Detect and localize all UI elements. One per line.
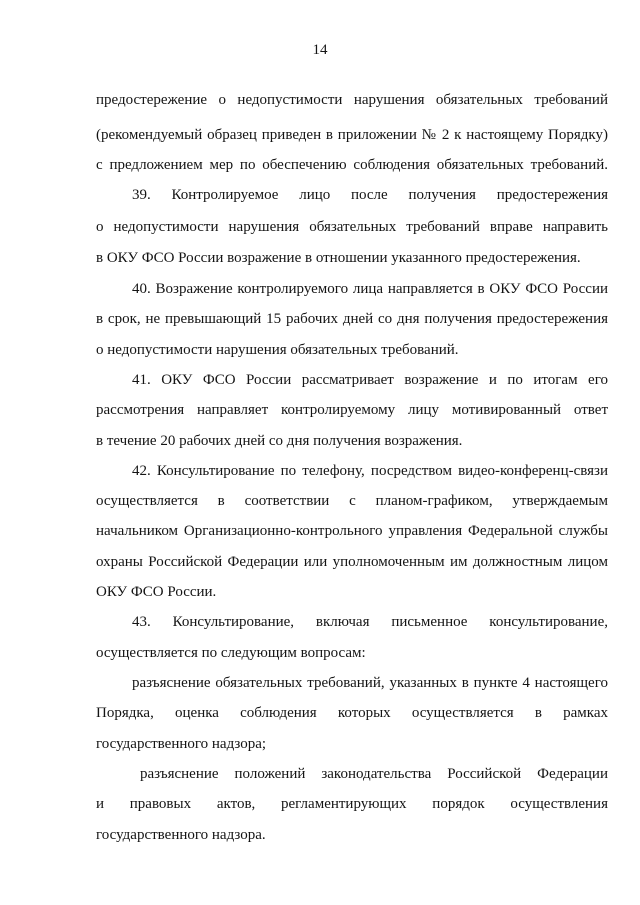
text-line: охраны Российской Федерации или уполномоченным им должностным лицом	[96, 554, 608, 570]
list-item-start: разъяснение обязательных требований, указанных в пункте 4 настоящего	[132, 675, 608, 691]
text-line: в ОКУ ФСО России возражение в отношении указанного предостережения.	[96, 250, 581, 266]
paragraph-39-start: 39. Контролируемое лицо после получения предостережения	[132, 187, 608, 203]
text-line: и правовых актов, регламентирующих порядок осуществления	[96, 796, 608, 812]
text-line: в срок, не превышающий 15 рабочих дней со дня получения предостережения	[96, 311, 608, 327]
paragraph-43-start: 43. Консультирование, включая письменное консультирование,	[132, 614, 608, 630]
text-line: в течение 20 рабочих дней со дня получения возражения.	[96, 433, 463, 449]
text-line: предостережение о недопустимости нарушения обязательных требований	[96, 92, 608, 108]
text-line: о недопустимости нарушения обязательных требований.	[96, 342, 459, 358]
text-line: государственного надзора.	[96, 827, 266, 843]
text-line: ОКУ ФСО России.	[96, 584, 217, 600]
text-line: о недопустимости нарушения обязательных требований вправе направить	[96, 219, 608, 235]
paragraph-41-start: 41. ОКУ ФСО России рассматривает возражение и по итогам его	[132, 372, 608, 388]
page-number: 14	[312, 42, 328, 58]
text-line: осуществляется в соответствии с планом-графиком, утверждаемым	[96, 493, 608, 509]
paragraph-42-start: 42. Консультирование по телефону, посредством видео-конференц-связи	[132, 463, 608, 479]
paragraph-40-start: 40. Возражение контролируемого лица направляется в ОКУ ФСО России	[132, 281, 608, 297]
text-line: с предложением мер по обеспечению соблюдения обязательных требований.	[96, 157, 608, 173]
text-line: (рекомендуемый образец приведен в приложении № 2 к настоящему Порядку)	[96, 127, 608, 143]
text-line: Порядка, оценка соблюдения которых осуществляется в рамках	[96, 705, 608, 721]
text-line: начальником Организационно-контрольного управления Федеральной службы	[96, 523, 608, 539]
text-line: рассмотрения направляет контролируемому лицу мотивированный ответ	[96, 402, 608, 418]
text-line: государственного надзора;	[96, 736, 267, 752]
list-item-start: разъяснение положений законодательства Российской Федерации	[140, 766, 608, 782]
text-line: осуществляется по следующим вопросам:	[96, 645, 366, 661]
